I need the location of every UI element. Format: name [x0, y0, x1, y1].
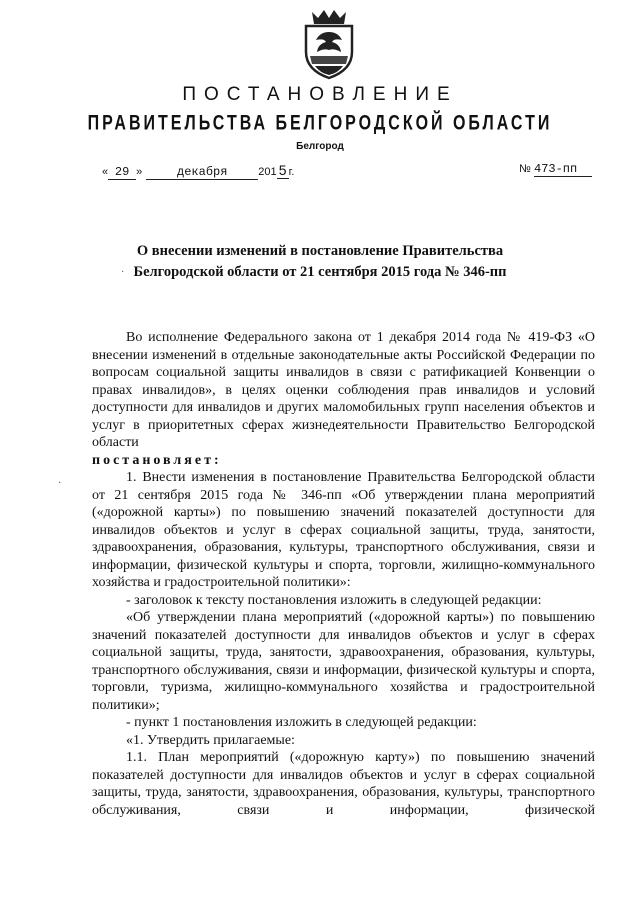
margin-mark: ·	[58, 478, 62, 489]
date-close-quote: »	[136, 166, 143, 178]
document-number	[519, 162, 592, 177]
city-name: Белгород	[296, 141, 344, 152]
document-body	[92, 329, 595, 819]
paragraph-new-title: «Об утверждении плана мероприятий («дорожной карты») по повышению значений показателей доступности для инвалидов объектов и услуг в сферах социальной защиты, труда, занятости, здравоохранения, образования, культуры, транспортного обслуживания, связи и информации, физической культуры и спорта, торговли, туризма, жилищно-коммунального хозяйства и градостроительной политики»;	[92, 610, 595, 713]
date-open-quote: «	[102, 166, 109, 178]
date-day: 29	[108, 165, 136, 180]
paragraph-approve: «1. Утвердить прилагаемые:	[126, 732, 295, 748]
paragraph-preamble: Во исполнение Федерального закона от 1 декабря 2014 года № 419-ФЗ «О внесении изменений в отдельные законодательные акты Российской Федерации по вопросам социальной защиты инвалидов в связи с ратификацией Конвенции о правах инвалидов», в целях оценки соблюдения прав инвалидов и условий доступности для инвалидов и других маломобильных групп населения объектов и услуг в приоритетных сферах жизнедеятельности Правительство Белгородской области	[92, 330, 595, 450]
document-date	[102, 162, 294, 180]
document-title: ПОСТАНОВЛЕНИЕ	[182, 84, 458, 105]
paragraph-item-change: - пункт 1 постановления изложить в следующей редакции:	[126, 715, 477, 730]
coat-of-arms-emblem	[298, 6, 360, 80]
date-year-digit: 5	[277, 162, 289, 179]
heading-line-1: О внесении изменений в постановление Правительства	[136, 243, 504, 259]
document-heading	[0, 241, 640, 283]
date-year-suffix: г.	[288, 166, 295, 178]
date-month: декабря	[146, 165, 258, 180]
decree-word: постановляет:	[92, 452, 222, 468]
paragraph-title-change: - заголовок к тексту постановления изложить в следующей редакции:	[126, 592, 542, 608]
number-sign: №	[519, 163, 531, 175]
number-value: 473-пп	[534, 162, 592, 177]
heading-line-2: Белгородской области от 21 сентября 2015 года № 346-пп	[133, 264, 507, 280]
paragraph-item-1-1: 1.1. План мероприятий («дорожную карту») по повышению значений показателей доступности для инвалидов объектов и услуг в сферах социальной защиты, труда, занятости, здравоохранения, образования, культуры, транспортного обслуживания, связи и информации, физической	[92, 750, 595, 818]
margin-mark: ·	[121, 267, 125, 278]
paragraph-item-1: 1. Внести изменения в постановление Правительства Белгородской области от 21 сентября 2015 года № 346-пп «Об утверждении плана мероприятий («дорожной карты») по повышению значений показателей доступности для инвалидов объектов и услуг в сферах социальной защиты, труда, занятости, здравоохранения, образования, культуры, транспортного обслуживания, связи и информации, физической культуры и спорта, торговли, жилищно-коммунального хозяйства и градостроительной политики»:	[92, 470, 595, 590]
date-year-prefix: 201	[258, 166, 277, 178]
issuing-authority: ПРАВИТЕЛЬСТВА БЕЛГОРОДСКОЙ ОБЛАСТИ	[87, 112, 553, 135]
